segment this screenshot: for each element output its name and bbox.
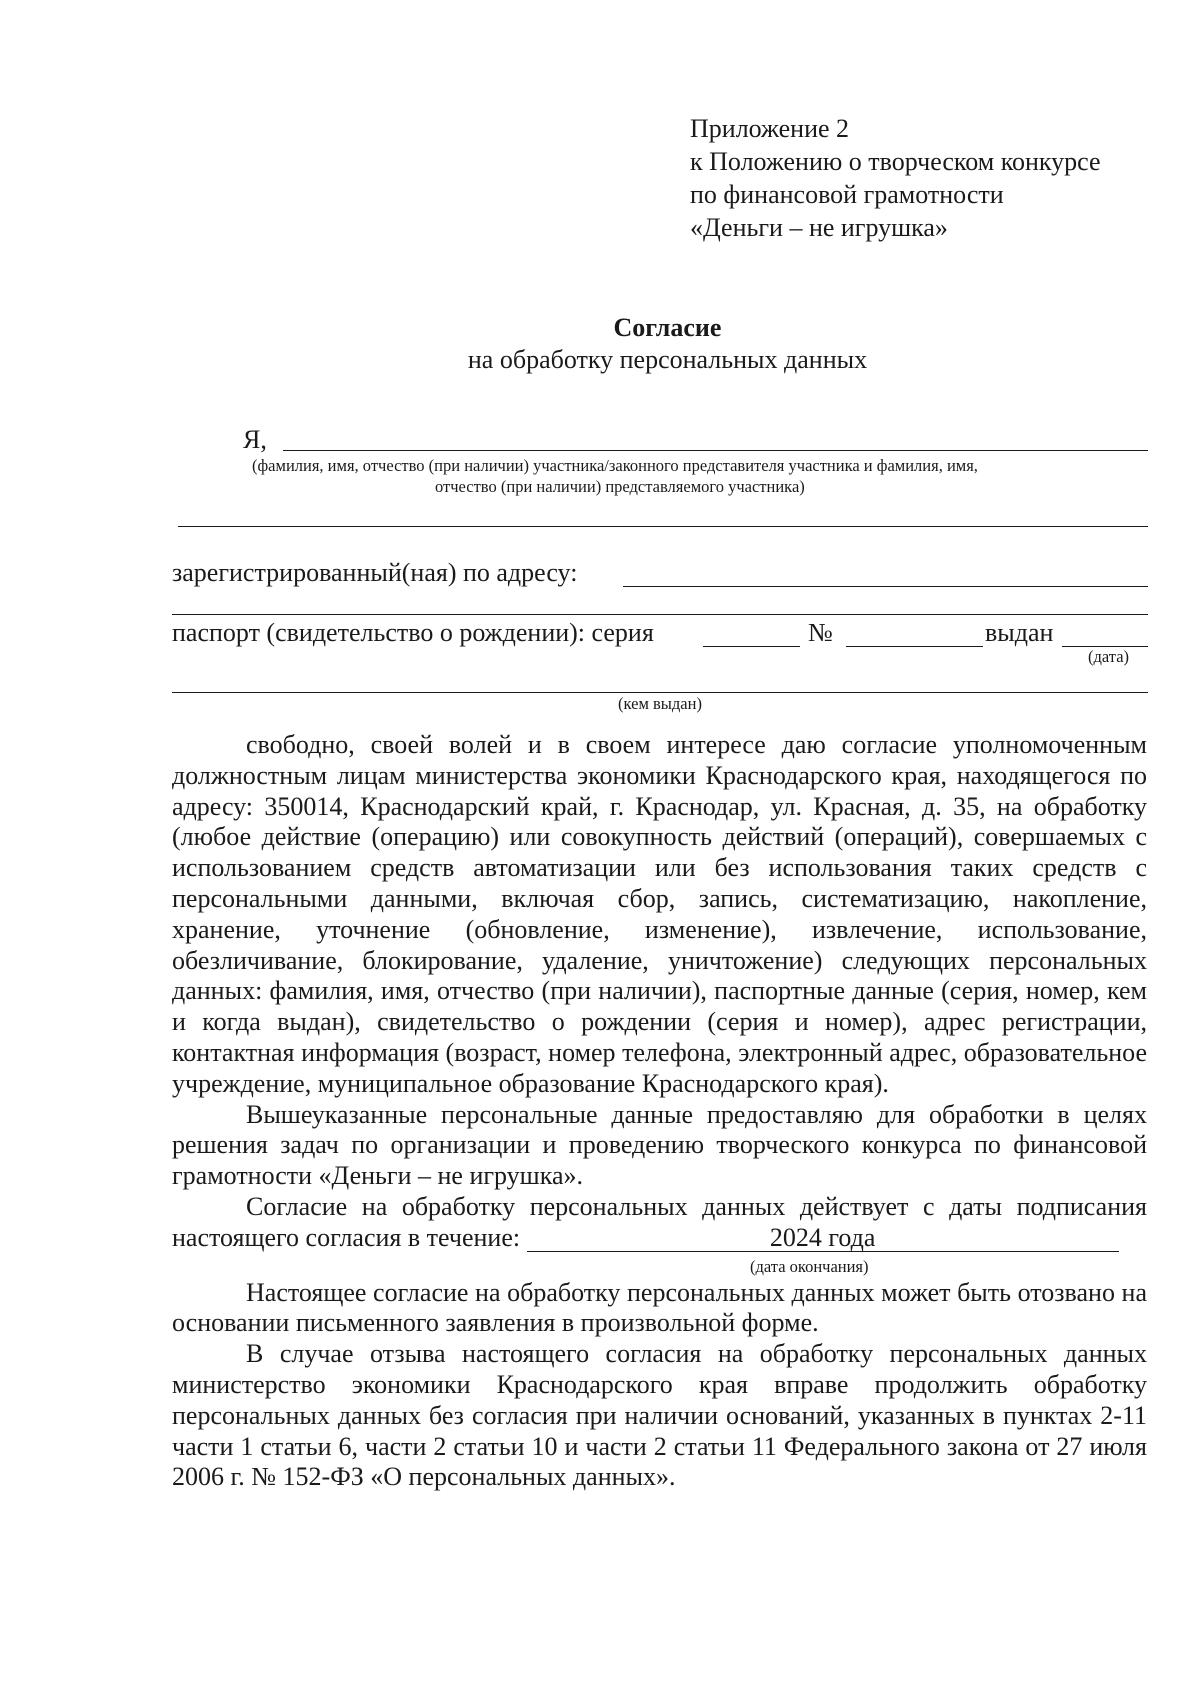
consent-paragraph-2: Вышеуказанные персональные данные предоставляю для обработки в целях решения задач по организации и проведению творческого конкурса по финансовой грамотности «Деньги – не игрушка».	[172, 1099, 1147, 1191]
consent-paragraph-4: Настоящее согласие на обработку персональных данных может быть отозвано на основании письменного заявления в произвольной форме.	[172, 1277, 1147, 1338]
annex-line-1: Приложение 2	[690, 114, 850, 143]
name-field-line[interactable]	[283, 450, 1148, 451]
address-label: зарегистрированный(ная) по адресу:	[172, 558, 578, 587]
consent-paragraph-3-text: Согласие на обработку персональных данных действует с даты подписания настоящего согласия в течение:	[172, 1191, 1147, 1252]
name-caption-line-1: (фамилия, имя, отчество (при наличии) участника/законного представителя участника и фамилия, имя,	[252, 456, 978, 475]
passport-number-line[interactable]	[846, 646, 983, 647]
address-field-line[interactable]	[623, 586, 1148, 587]
annex-line-3: по финансовой грамотности	[690, 180, 1004, 209]
consent-paragraph-1: свободно, своей волей и в своем интересе даю согласие уполномоченным должностным лицам министерства экономики Краснодарского края, находящегося по адресу: 350014, Краснодарский край, г. Краснодар, ул. Красная, д. 35, на обработку (любое действие (операцию) или совокупность действий (операций), совершаемых с использованием средств автоматизации или без использования таких средств с персональными данными, включая сбор, запись, систематизацию, накопление, хранение, уточнение (обновление, изменение), извлечение, использование, обезличивание, блокирование, удаление, уничтожение) следующих персональных данных: фамилия, имя, отчество (при наличии), паспортные данные (серия, номер, кем и когда выдан), свидетельство о рождении (серия и номер), адрес регистрации, контактная информация (возраст, номер телефона, электронный адрес, образовательное учреждение, муниципальное образование Краснодарского края).	[172, 730, 1147, 1098]
passport-label: паспорт (свидетельство о рождении): серия	[172, 618, 654, 647]
consent-body	[172, 730, 1147, 1493]
passport-number-label: №	[808, 618, 833, 647]
annex-line-4: «Деньги – не игрушка»	[690, 213, 948, 242]
end-date-caption-row	[172, 1254, 1147, 1278]
document-subtitle: на обработку персональных данных	[467, 345, 868, 374]
name-field-line-2[interactable]	[178, 526, 1148, 527]
i-label: Я,	[243, 425, 267, 454]
document-title: Согласие	[613, 313, 722, 342]
end-date-field[interactable]: 2024 года	[527, 1225, 1119, 1252]
issued-by-caption: (кем выдан)	[618, 694, 702, 713]
issued-label: выдан	[985, 618, 1054, 647]
passport-series-line[interactable]	[703, 646, 800, 647]
consent-paragraph-3	[172, 1192, 1147, 1254]
address-field-line-2[interactable]	[172, 614, 1148, 615]
date-caption: (дата)	[1088, 647, 1130, 666]
issued-by-line[interactable]	[172, 692, 1148, 693]
annex-line-2: к Положению о творческом конкурсе	[690, 147, 1101, 176]
consent-paragraph-5: В случае отзыва настоящего согласия на обработку персональных данных министерство экономики Краснодарского края вправе продолжить обработку персональных данных без согласия при наличии оснований, указанных в пунктах 2-11 части 1 статьи 6, части 2 статьи 10 и части 2 статьи 11 Федерального закона от 27 июля 2006 г. № 152-ФЗ «О персональных данных».	[172, 1339, 1147, 1492]
annex-header	[690, 112, 1101, 244]
end-date-caption: (дата окончания)	[750, 1256, 869, 1276]
name-caption-line-2: отчество (при наличии) представляемого участника)	[435, 477, 805, 496]
